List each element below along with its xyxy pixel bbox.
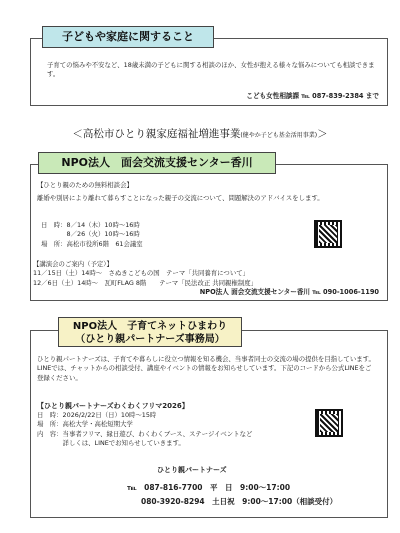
lecture-1: 11／15日（土）14時～ さぬきこどもの国 テーマ「共同養育について」: [33, 269, 249, 278]
flea-market-title: 【ひとり親パートナーズわくわくフリマ2026】: [37, 402, 189, 410]
partners-phone-weekday: ℡ 087-816-7700 平 日 9:00～17:00: [127, 483, 291, 492]
line-qr-code-icon[interactable]: [315, 409, 343, 437]
child-family-text: 子育ての悩みや不安など、18歳未満の子どもに関する相談のほか、女性が抱える様々な悩みについても相談できます。: [47, 61, 375, 79]
himawari-title-line-2: （ひとり親パートナーズ事務局）: [75, 334, 225, 345]
program-header-main: ＜高松市ひとり親家庭福祉増進事業: [72, 128, 241, 140]
program-header: [0, 127, 400, 142]
child-family-title: 子どもや家庭に関すること: [42, 26, 214, 48]
child-family-contact: こども女性相談課 ℡ 087-839-2384 まで: [246, 92, 379, 100]
lecture-info: [33, 260, 257, 288]
visitation-section: [30, 164, 388, 301]
visitation-contact: NPO法人 面会交流支援センター香川 ℡ 090-1006-1190: [199, 288, 379, 296]
consultation-intro: 離婚や別居により離れて暮らすことになった親子の交流について、問題解決のアドバイスをします。: [37, 194, 324, 202]
partners-name: ひとり親パートナーズ: [157, 466, 227, 474]
consultation-place: 場 所：高松市役所6階 61会議室: [41, 239, 143, 248]
flea-market-content-1: 内 容：当事者フリマ、縁日遊び、わくわくブース、ステージイベントなど: [37, 429, 253, 438]
consultation-heading: 【ひとり親のための無料相談会】: [37, 181, 133, 189]
visitation-title: NPO法人 面会交流支援センター香川: [38, 152, 276, 174]
child-family-section: [30, 38, 388, 106]
qr-code-icon[interactable]: [314, 220, 342, 248]
flea-market-date: 日 時：2026/2/22日（日）10時～15時: [37, 411, 157, 420]
partners-phone-weekend: 080-3920-8294 土日祝 9:00～17:00（相談受付）: [141, 497, 338, 506]
partners-intro: ひとり親パートナーズは、子育てや暮らしに役立つ情報を知る機会、当事者同士の交流の場の提供を目指しています。LINEでは、チャットからの相談受付、講座やイベントの情報をお知らせしています。下記のコードから公式LINEをご登録ください。: [37, 355, 375, 382]
lecture-2: 12／6日（土）14時～ 瓦町FLAG 8階 テーマ「民法改正 共同親権制度」: [33, 278, 257, 287]
program-header-small: (健やか子ども基金活用事業): [240, 132, 318, 139]
flea-market-content-2: 詳しくは、LINEでお知らせしていきます。: [37, 438, 185, 447]
himawari-title-line-1: NPO法人 子育てネットひまわり: [72, 321, 228, 332]
consultation-details: [41, 221, 143, 249]
himawari-title: [58, 317, 242, 347]
consultation-date-1: 日 時：8／14（木）10時～16時: [41, 221, 140, 229]
himawari-section: [30, 330, 388, 518]
consultation-date-2: 8／26（火）10時～16時: [41, 230, 140, 239]
flea-market-info: [37, 401, 252, 448]
program-header-end: ＞: [317, 128, 328, 140]
flea-market-place: 場 所：高松大学・高松短期大学: [37, 420, 133, 429]
lecture-heading: 【講演会のご案内（予定）】: [33, 260, 113, 268]
